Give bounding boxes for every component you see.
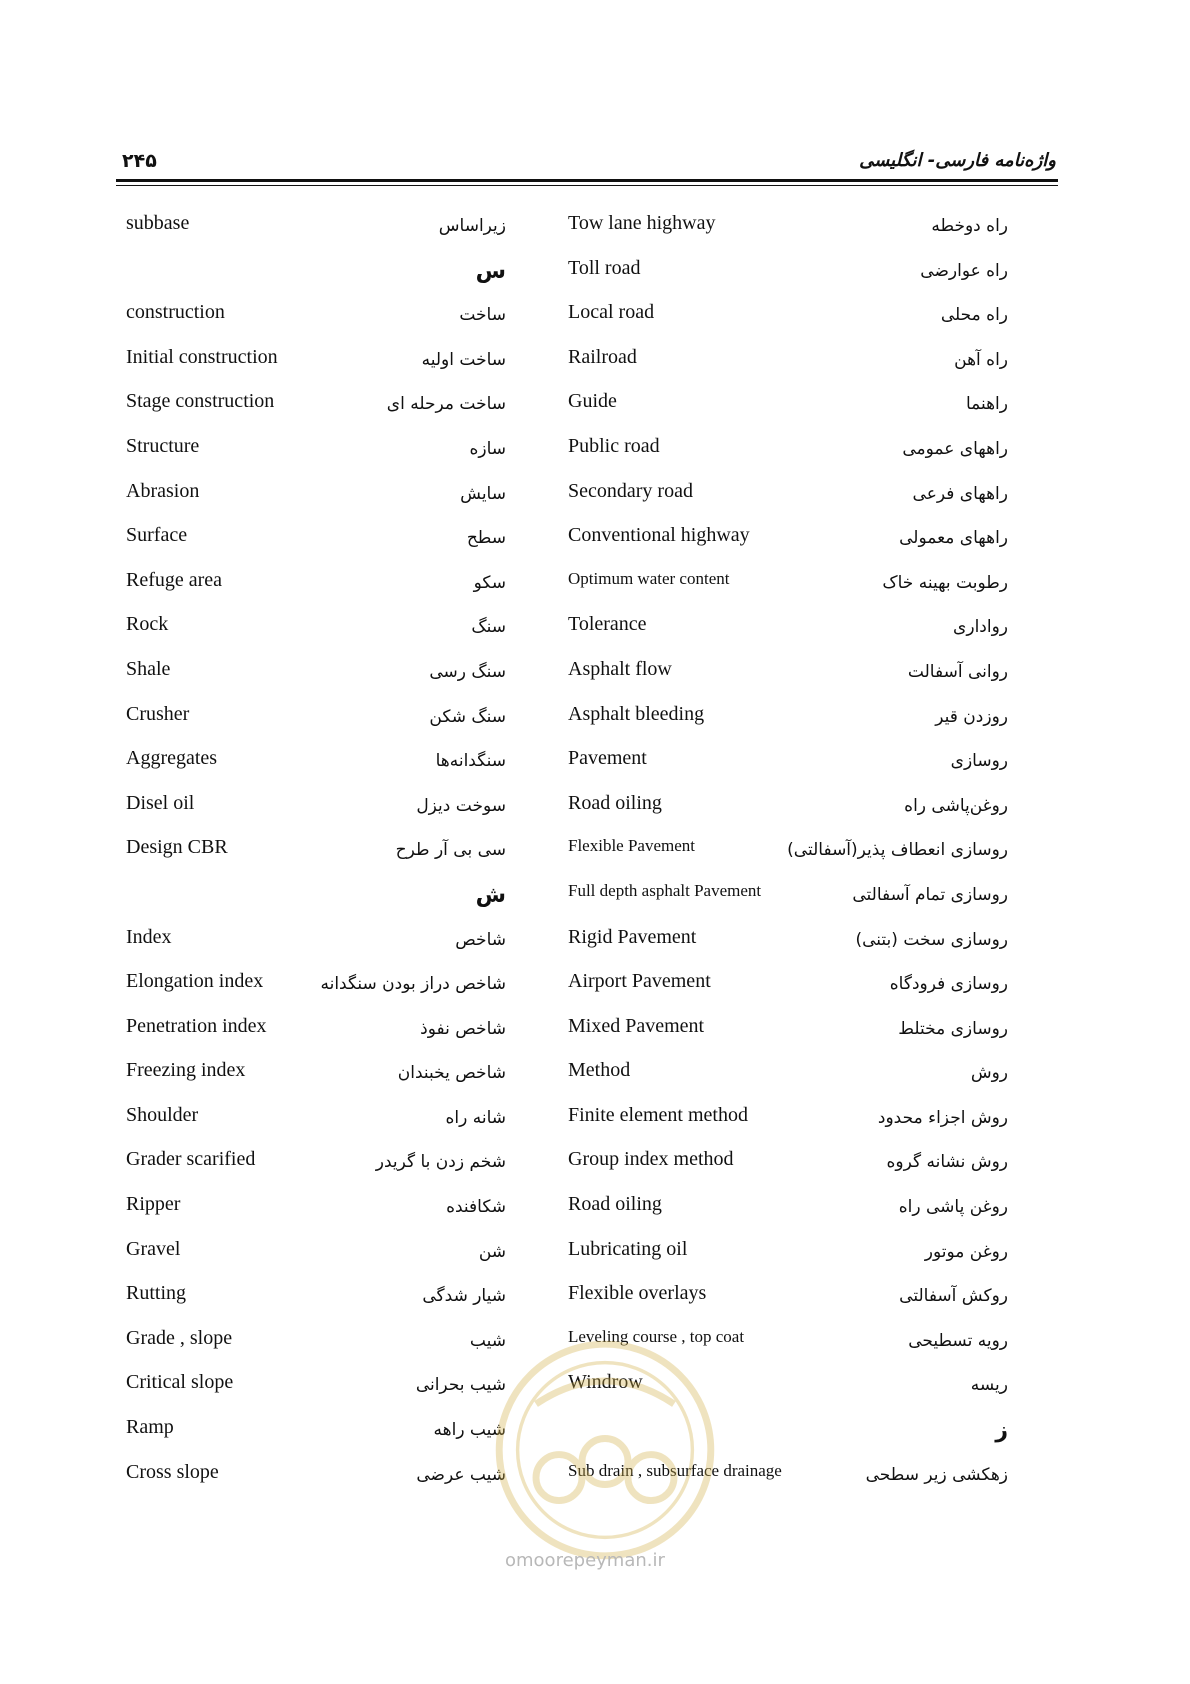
english-term: Cross slope [126, 1460, 219, 1483]
english-term: Elongation index [126, 970, 264, 993]
english-term: Flexible Pavement [568, 836, 696, 856]
english-term: Structure [126, 434, 200, 457]
glossary-entry [568, 346, 1008, 391]
persian-term: شکافنده [446, 1197, 506, 1218]
section-letter: ش [475, 882, 506, 908]
persian-term: روانی آسفالت [907, 661, 1008, 682]
persian-term: شانه راه [445, 1107, 506, 1128]
english-term: Public road [568, 434, 660, 457]
glossary-entry [126, 747, 506, 792]
english-term: Rigid Pavement [568, 925, 697, 948]
persian-term: شیب راهه [433, 1420, 506, 1441]
english-term: Critical slope [126, 1371, 234, 1394]
persian-term: شیب [469, 1330, 506, 1351]
persian-term: ساخت [459, 305, 506, 326]
glossary-entry [126, 390, 506, 435]
glossary-entry [568, 1104, 1008, 1149]
glossary-entry [126, 703, 506, 748]
page-header [118, 150, 1056, 182]
glossary-entry [126, 1282, 506, 1327]
persian-term: روسازی فرودگاه [889, 974, 1008, 995]
section-letter-row [126, 881, 506, 926]
english-term: Optimum water content [568, 568, 730, 588]
glossary-entry [126, 1416, 506, 1461]
section-letter: ز [995, 1418, 1008, 1444]
glossary-entry [126, 435, 506, 480]
glossary-entry [126, 1238, 506, 1283]
glossary-entry [126, 212, 506, 257]
glossary-entry [568, 390, 1008, 435]
glossary-entry [568, 435, 1008, 480]
page-number: ۲۴۵ [122, 150, 157, 172]
glossary-entry [126, 926, 506, 971]
english-term: Group index method [568, 1148, 734, 1171]
glossary-entry [126, 1461, 506, 1506]
english-term: Road oiling [568, 1193, 662, 1216]
persian-term: سنگ رسی [429, 661, 506, 682]
english-term: Road oiling [568, 791, 662, 814]
english-term: Shoulder [126, 1103, 199, 1126]
english-term: Penetration index [126, 1014, 267, 1037]
persian-term: ساخت مرحله ای [386, 394, 506, 415]
english-term: Rutting [126, 1282, 187, 1305]
english-term: Initial construction [126, 345, 278, 368]
english-term: subbase [126, 212, 190, 234]
glossary-entry [568, 212, 1008, 257]
english-term: Local road [568, 301, 655, 324]
english-term: Rock [126, 613, 169, 636]
persian-term: راه آهن [954, 349, 1008, 370]
english-term: Conventional highway [568, 524, 750, 547]
glossary-entry [568, 1015, 1008, 1060]
persian-term: روغن موتور [924, 1241, 1008, 1262]
english-term: Airport Pavement [568, 970, 711, 993]
glossary-entry [126, 1193, 506, 1238]
glossary-entry [126, 1015, 506, 1060]
persian-term: شاخص [455, 929, 506, 950]
english-term: Stage construction [126, 390, 275, 413]
glossary-entry [126, 658, 506, 703]
glossary-entry [568, 703, 1008, 748]
glossary-entry [568, 1238, 1008, 1283]
english-term: Grader scarified [126, 1148, 256, 1171]
watermark-text: omoorepeyman.ir [505, 1550, 665, 1571]
persian-term: سطح [466, 528, 506, 549]
glossary-entry [568, 613, 1008, 658]
english-term: Asphalt flow [568, 657, 672, 680]
glossary-entry [126, 301, 506, 346]
english-term: Gravel [126, 1237, 181, 1260]
english-term: Finite element method [568, 1103, 748, 1126]
persian-term: روزدن قیر [935, 706, 1008, 727]
english-term: Index [126, 925, 172, 948]
english-term: Flexible overlays [568, 1282, 707, 1305]
glossary-entry [568, 836, 1008, 881]
english-term: Railroad [568, 345, 637, 368]
persian-term: راههای معمولی [899, 528, 1008, 549]
persian-term: راههای عمومی [902, 438, 1008, 459]
glossary-entry [568, 569, 1008, 614]
english-term: Tow lane highway [568, 212, 716, 234]
persian-term: رویه تسطیحی [908, 1330, 1008, 1351]
persian-term: شن [478, 1241, 506, 1262]
glossary-entry [568, 747, 1008, 792]
persian-term: شخم زدن با گریدر [375, 1152, 506, 1173]
persian-term: سازه [469, 438, 506, 459]
persian-term: راههای فرعی [912, 483, 1008, 504]
english-term: Grade , slope [126, 1326, 233, 1349]
english-term: Toll road [568, 256, 641, 279]
persian-term: روش نشانه گروه [886, 1152, 1008, 1173]
glossary-entry [126, 480, 506, 525]
persian-term: راه دوخطه [931, 216, 1008, 236]
persian-term: سکو [473, 572, 506, 593]
persian-term: سنگدانه‌ها [435, 751, 506, 772]
persian-term: رواداری [953, 617, 1008, 638]
persian-term: راه محلی [940, 305, 1008, 326]
glossary-entry [568, 1059, 1008, 1104]
persian-term: ریسه [970, 1375, 1008, 1396]
section-letter-row [126, 257, 506, 302]
persian-term: راهنما [965, 394, 1008, 415]
english-term: Full depth asphalt Pavement [568, 880, 762, 900]
persian-term: روکش آسفالتی [899, 1286, 1008, 1307]
english-term: Sub drain , subsurface drainage [568, 1460, 782, 1480]
english-term: Pavement [568, 747, 647, 770]
english-term: Leveling course , top coat [568, 1326, 745, 1346]
english-term: Method [568, 1059, 631, 1082]
persian-term: سنگ [471, 617, 506, 638]
persian-term: روغن پاشی راه [898, 1197, 1008, 1218]
english-term: Freezing index [126, 1059, 246, 1082]
glossary-entry [126, 613, 506, 658]
english-term: Disel oil [126, 791, 195, 814]
persian-term: شاخص یخبندان [397, 1063, 506, 1084]
glossary-entry [568, 970, 1008, 1015]
english-term: Asphalt bleeding [568, 702, 705, 725]
persian-term: سوخت دیزل [416, 795, 506, 816]
english-term: Windrow [568, 1371, 643, 1394]
glossary-entry [568, 301, 1008, 346]
glossary-entry [126, 1327, 506, 1372]
english-term: Ripper [126, 1193, 181, 1216]
persian-term: سی بی آر طرح [395, 840, 506, 861]
persian-term: زیراساس [438, 216, 506, 236]
persian-term: زهکشی زیر سطحی [865, 1464, 1008, 1485]
english-term: Secondary road [568, 479, 693, 502]
glossary-entry [126, 346, 506, 391]
persian-term: روش اجزاء محدود [877, 1107, 1008, 1128]
persian-term: سنگ شکن [429, 706, 506, 727]
english-term: Mixed Pavement [568, 1014, 705, 1037]
english-term: Lubricating oil [568, 1237, 688, 1260]
persian-term: شیب عرضی [416, 1464, 506, 1485]
english-term: Tolerance [568, 613, 647, 636]
english-term: Surface [126, 524, 188, 547]
persian-term: روش [970, 1063, 1008, 1084]
english-term: Design CBR [126, 836, 228, 859]
persian-term: روغن‌پاشی راه [904, 795, 1008, 816]
persian-term: روسازی تمام آسفالتی [852, 884, 1008, 905]
right-glossary-column [568, 212, 1008, 1505]
persian-term: روسازی انعطاف پذیر(آسفالتی) [787, 840, 1008, 861]
glossary-entry [568, 1148, 1008, 1193]
glossary-entry [126, 1059, 506, 1104]
glossary-entry [568, 257, 1008, 302]
glossary-entry [568, 524, 1008, 569]
glossary-entry [568, 1282, 1008, 1327]
watermark-seal-icon [490, 1335, 720, 1565]
glossary-entry [568, 792, 1008, 837]
glossary-entry [126, 1104, 506, 1149]
header-rule-thin [116, 185, 1058, 186]
persian-term: شیار شدگی [422, 1286, 506, 1307]
glossary-entry [126, 792, 506, 837]
persian-term: روسازی [950, 751, 1008, 772]
persian-term: روسازی سخت (بتنی) [855, 929, 1008, 950]
persian-term: شاخص دراز بودن سنگدانه [320, 974, 506, 995]
glossary-entry [126, 524, 506, 569]
persian-term: شیب بحرانی [415, 1375, 506, 1396]
glossary-entry [126, 836, 506, 881]
english-term: Refuge area [126, 568, 223, 591]
english-term: Shale [126, 657, 171, 680]
section-letter: س [475, 258, 506, 284]
english-term: Aggregates [126, 747, 218, 770]
glossary-entry [568, 658, 1008, 703]
left-glossary-column [126, 212, 506, 1505]
glossary-entry [126, 970, 506, 1015]
english-term: construction [126, 301, 225, 324]
persian-term: سایش [460, 483, 506, 504]
english-term: Abrasion [126, 479, 200, 502]
glossary-entry [568, 926, 1008, 971]
persian-term: ساخت اولیه [421, 349, 506, 370]
english-term: Ramp [126, 1416, 174, 1439]
english-term: Crusher [126, 702, 190, 725]
glossary-entry [126, 1148, 506, 1193]
glossary-entry [126, 1371, 506, 1416]
running-title: واژه‌نامه فارسی- انگلیسی [859, 150, 1056, 171]
persian-term: رطوبت بهینه خاک [882, 572, 1008, 593]
persian-term: راه عوارضی [920, 260, 1008, 281]
glossary-entry [568, 881, 1008, 926]
persian-term: روسازی مختلط [898, 1018, 1008, 1039]
glossary-entry [568, 480, 1008, 525]
glossary-entry [126, 569, 506, 614]
glossary-entry [568, 1193, 1008, 1238]
persian-term: شاخص نفوذ [420, 1018, 506, 1039]
english-term: Guide [568, 390, 617, 413]
header-rule-thick [116, 179, 1058, 182]
